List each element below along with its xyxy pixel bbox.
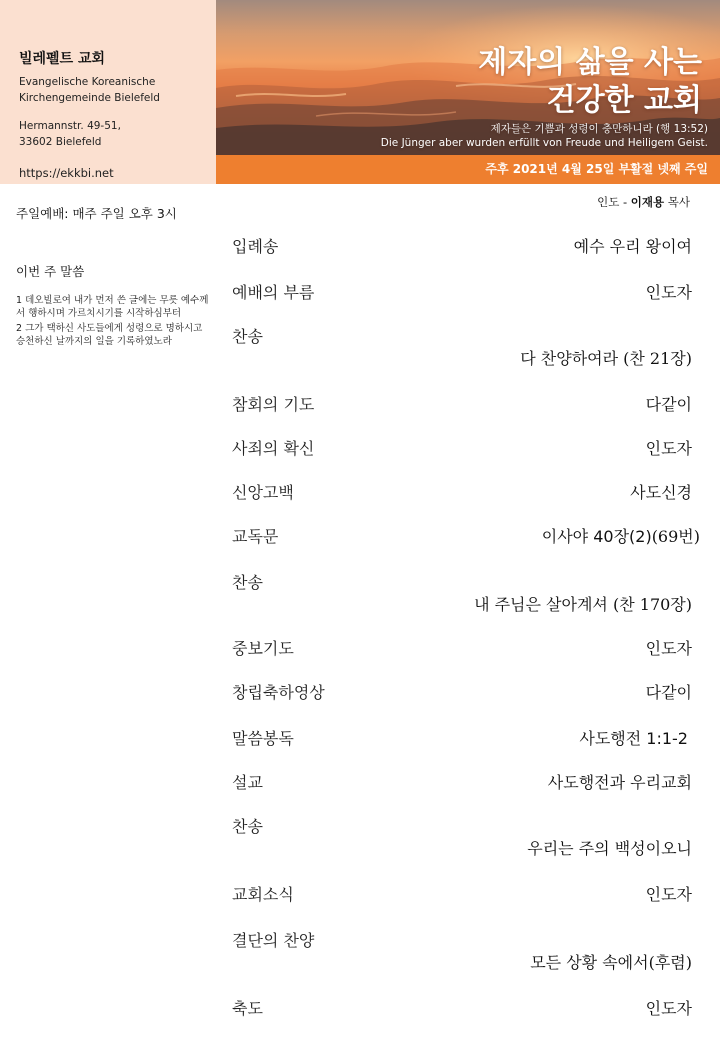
order-item-label: 결단의 찬양	[232, 931, 315, 950]
order-item-label: 신앙고백	[232, 483, 294, 502]
order-item-value: 다같이	[645, 395, 692, 414]
order-item-value: 인도자	[645, 639, 692, 658]
order-item-label: 축도	[232, 999, 263, 1018]
order-item-value: 모든 상황 속에서(후렴)	[530, 953, 692, 972]
church-name-german-2: Kirchengemeinde Bielefeld	[19, 92, 160, 104]
order-item-value: 예수 우리 왕이여	[573, 237, 692, 256]
order-item-label: 찬송	[232, 573, 263, 592]
banner-verse-korean: 제자들은 기쁨과 성령이 충만하니라 (행 13:52)	[490, 123, 708, 135]
order-item-value: 인도자	[645, 439, 692, 458]
header-banner	[216, 0, 720, 155]
service-date-bar: 주후 2021년 4월 25일 부활절 넷째 주일	[216, 155, 720, 184]
order-item-value: 인도자	[645, 885, 692, 904]
worship-leader	[597, 194, 690, 210]
order-item-label: 참회의 기도	[232, 395, 315, 414]
order-item-label: 창립축하영상	[232, 683, 325, 702]
order-item-label: 교회소식	[232, 885, 294, 904]
order-item-label: 중보기도	[232, 639, 294, 658]
verse-item: 2 그가 택하신 사도들에게 성령으로 명하시고 승천하신 날까지의 일을 기록하였노라	[16, 323, 203, 347]
church-website-link[interactable]: https://ekkbi.net	[19, 166, 114, 180]
order-item-value: 사도신경	[630, 483, 692, 502]
banner-title	[342, 44, 702, 120]
order-item-value: 다같이	[645, 683, 692, 702]
verse-item: 1 데오빌로여 내가 먼저 쓴 글에는 무릇 예수께서 행하시며 가르치시기를 시작하심부터	[16, 295, 209, 319]
order-item-value: 인도자	[645, 999, 692, 1018]
church-address-1: Hermannstr. 49-51,	[19, 120, 121, 132]
banner-title-line2: 건강한 교회	[546, 83, 702, 118]
weekly-word-title: 이번 주 말씀	[16, 264, 85, 279]
order-item-label: 말씀봉독	[232, 729, 294, 748]
order-item-value: 내 주님은 살아계셔 (찬 170장)	[474, 595, 692, 614]
order-item-value: 사도행전 1:1-2	[579, 729, 688, 748]
church-address-2: 33602 Bielefeld	[19, 136, 102, 148]
sidebar	[16, 204, 212, 348]
leader-prefix: 인도 -	[597, 195, 628, 209]
order-item-label: 찬송	[232, 817, 263, 836]
leader-title: 목사	[667, 195, 690, 209]
order-item-value: 사도행전과 우리교회	[547, 773, 692, 792]
order-item-label: 찬송	[232, 327, 263, 346]
order-item-label: 예배의 부름	[232, 283, 315, 302]
banner-verse	[308, 122, 708, 150]
order-item-value: 다 찬양하여라 (찬 21장)	[520, 349, 692, 368]
weekly-word-verses	[16, 294, 212, 348]
church-name: 빌레펠트 교회	[19, 51, 106, 67]
order-item-value: 우리는 주의 백성이오니	[527, 839, 692, 858]
order-item-value: 이사야 40장(2)(69번)	[541, 527, 700, 546]
order-item-label: 교독문	[232, 527, 279, 546]
banner-verse-german: Die Jünger aber wurden erfüllt von Freude und Heiligem Geist.	[380, 137, 708, 149]
service-time: 주일예배: 매주 주일 오후 3시	[16, 206, 177, 221]
order-item-value: 인도자	[645, 283, 692, 302]
order-item-label: 사죄의 확신	[232, 439, 315, 458]
banner-title-line1: 제자의 삶을 사는	[478, 45, 702, 80]
order-item-label: 입례송	[232, 237, 279, 256]
church-info-box	[0, 0, 216, 184]
church-name-german-1: Evangelische Koreanische	[19, 76, 156, 88]
leader-name: 이재용	[630, 195, 665, 209]
order-item-label: 설교	[232, 773, 263, 792]
